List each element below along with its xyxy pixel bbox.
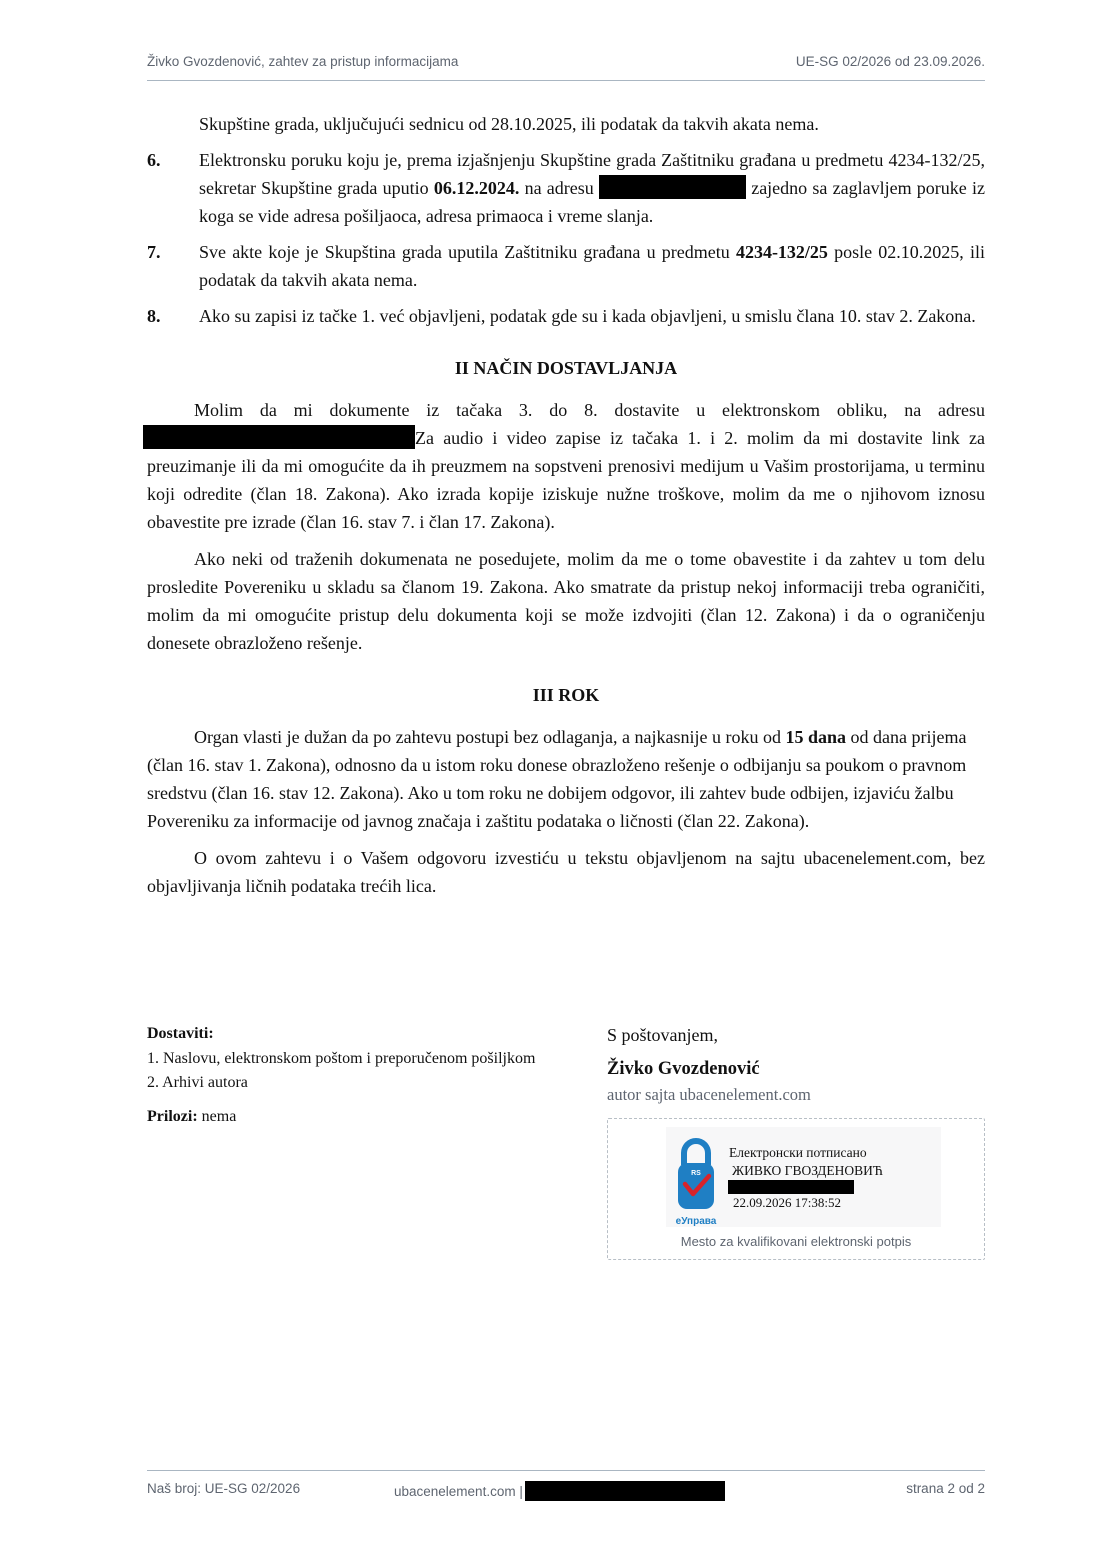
page-number: strana 2 od 2: [906, 1481, 985, 1496]
section-heading-delivery: II NAČIN DOSTAVLJANJA: [454, 358, 678, 378]
paragraph-forwarding: Ako neki od traženih dokumenata ne posedujete, molim da me o tome obavestite i da zahtev u tom delu prosledite Povereniku u skladu sa članom 19. Zakona. Ako smatrate da pristup nekoj informaciji treba ograničiti, molim da mi omogućite pristup delu dokumenta koji se može izdvojiti (član 12. Zakona) i da o ograničenju donesete obrazloženo rešenje.: [147, 549, 985, 653]
footer-site: ubacenelement.com |: [394, 1481, 725, 1501]
delivery-list: [147, 1022, 567, 1129]
greeting: S poštovanjem,: [607, 1025, 718, 1045]
paragraph-delivery: Molim da mi dokumente iz tačaka 3. do 8. dostavite u elektronskom obliku, na adresu Za audio i video zapise iz tačaka 1. i 2. molim da mi dostavite link za preuzimanje ili da mi omogućite da ih preuzmem na sopstveni prenosivi medijum u Vašim prostorijama, u terminu koji odredite (član 18. Zakona). Ako izrada kopije iziskuje nužne troškove, molim da me o njihovom iznosu obavestite pre izrade (član 16. stav 7. i član 17. Zakona).: [147, 396, 985, 536]
signer-role: autor sajta ubacenelement.com: [607, 1085, 811, 1104]
item-number: 6.: [147, 150, 161, 170]
page-footer: [147, 1481, 985, 1501]
item-number: 7.: [147, 242, 161, 262]
header-title: Živko Gvozdenović, zahtev za pristup informacijama: [147, 54, 459, 69]
attachments-line: [147, 1105, 567, 1130]
redacted-contact: [525, 1481, 725, 1501]
deadline-days: 15 dana: [785, 727, 847, 747]
redacted-identifier: [728, 1180, 854, 1194]
list-item-7: 7. Sve akte koje je Skupština grada uputila Zaštitniku građana u predmetu 4234-132/25 posle 02.10.2025, ili podatak da takvih akata nema.: [147, 238, 985, 294]
redacted-email: [599, 175, 746, 199]
attachments-value: nema: [197, 1107, 237, 1125]
lock-rs-label: RS: [691, 1170, 701, 1177]
signature-box: [607, 1118, 985, 1260]
attachments-label: Prilozi:: [147, 1107, 198, 1125]
electronic-signature-stamp: [666, 1127, 941, 1227]
stamp-line-date: 22.09.2026 17:38:52: [733, 1195, 841, 1210]
footer-reference: Naš broj: UE-SG 02/2026: [147, 1481, 301, 1496]
item-number: 8.: [147, 306, 161, 326]
case-number: 4234-132/25: [735, 242, 828, 262]
footer-divider: [147, 1470, 985, 1471]
delivery-line: 2. Arhivi autora: [147, 1074, 248, 1091]
lock-logo-label: еУправа: [675, 1216, 717, 1227]
signature-caption: Mesto za kvalifikovani elektronski potpis: [680, 1234, 912, 1249]
signature-block: [607, 1022, 985, 1249]
paragraph-deadline: Organ vlasti je dužan da po zahtevu postupi bez odlaganja, a najkasnije u roku od 15 dana od dana prijema (član 16. stav 1. Zakona), odnosno da u istom roku donese obrazloženo rešenje o odbijanju sa poukom o pravnom sredstvu (član 16. stav 12. Zakona). Ako u tom roku ne dobijem odgovor, ili zahtev bude odbijen, izjaviću žalbu Povereniku za informacije od javnog značaja i zaštitu podataka o ličnosti (član 22. Zakona).: [147, 727, 967, 831]
section-heading-deadline: III ROK: [532, 685, 600, 705]
list-item-continuation: Skupštine grada, uključujući sednicu od 28.10.2025, ili podatak da takvih akata nema.: [199, 114, 819, 134]
list-item-8: 8. Ako su zapisi iz tačke 1. već objavljeni, podatak gde su i kada objavljeni, u smislu člana 10. stav 2. Zakona.: [147, 302, 985, 330]
stamp-line-signed: Електронски потписано: [729, 1145, 867, 1160]
highlighted-date: 06.12.2024.: [433, 178, 520, 198]
stamp-line-name: ЖИВКО ГВОЗДЕНОВИЋ: [732, 1163, 883, 1178]
page-header: [147, 54, 985, 72]
list-item-6: 6. Elektronsku poruku koju je, prema izjašnjenju Skupštine grada Zaštitniku građana u predmetu 4234-132/25, sekretar Skupštine grada uputio 06.12.2024. na adresu zajedno sa zaglavljem poruke iz koga se vide adresa pošiljaoca, adresa primaoca i vreme slanja.: [147, 146, 985, 230]
delivery-heading: Dostaviti:: [147, 1025, 214, 1042]
delivery-line: 1. Naslovu, elektronskom poštom i preporučenom pošiljkom: [147, 1049, 536, 1067]
paragraph-publication: O ovom zahtevu i o Vašem odgovoru izvestiću u tekstu objavljenom na sajtu ubacenelement.com, bez objavljivanja ličnih podataka trećih lica.: [147, 848, 985, 896]
document-page: [147, 0, 985, 1556]
document-body: [147, 110, 985, 900]
lock-shackle: [684, 1141, 708, 1165]
eupravа-lock-icon: [670, 1131, 722, 1227]
redacted-email: [143, 425, 415, 449]
signer-name: Živko Gvozdenović: [607, 1059, 760, 1079]
header-divider: [147, 80, 985, 81]
header-reference: UE-SG 02/2026 od 23.09.2026.: [795, 54, 985, 69]
